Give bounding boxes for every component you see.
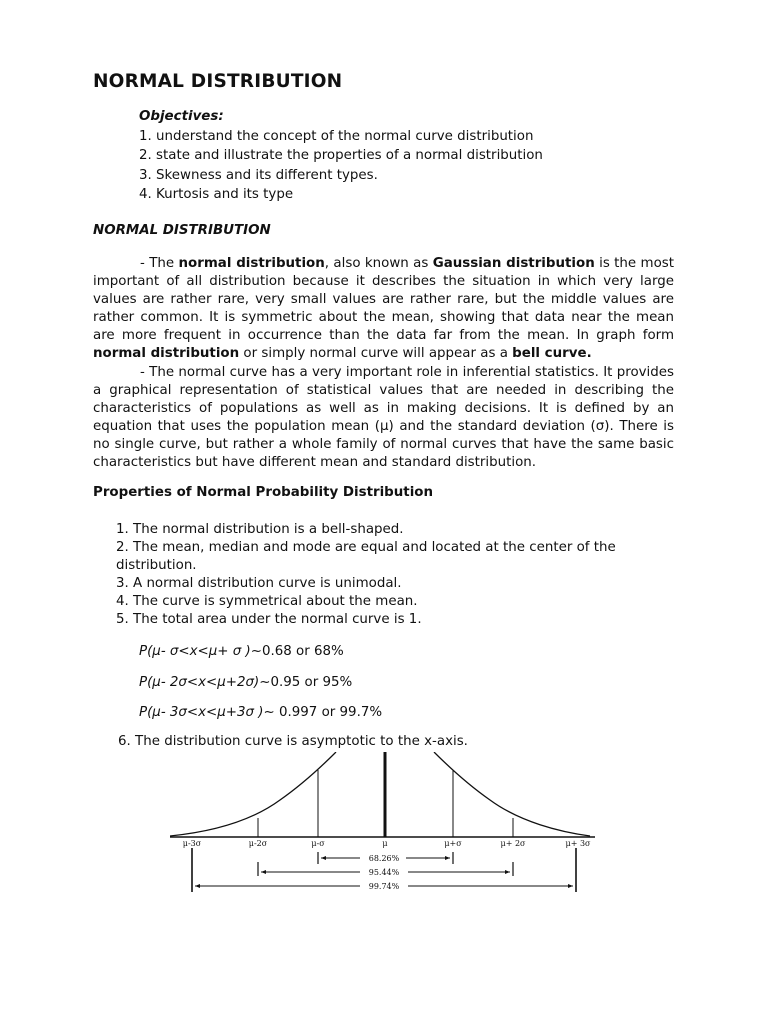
formula-expression: P(μ- σ<x<μ+ σ ) (139, 644, 251, 659)
formula-value: ~0.95 or 95% (259, 675, 353, 690)
property-item: 5. The total area under the normal curve is 1. (116, 612, 422, 628)
axis-label: μ+ 3σ (565, 839, 591, 848)
text-run: , also known as (324, 256, 433, 271)
paragraph-role: - The normal curve has a very important role in inferential statistics. It provides a graphical representation of statistical values that are needed in describing the characteristics of populations as well as in making decisions. It is defined by an equation that uses the population mean (μ) and the standard deviation (σ). There is no single curve, but rather a whole family of normal curves that have the same basic characteristics but have different mean and standard distribution. (93, 364, 674, 471)
text-run: or simply normal curve will appear as a (239, 346, 513, 362)
objective-item: 4. Kurtosis and its type (139, 187, 294, 202)
bell-curve-left (170, 752, 336, 836)
bold-term: bell curve. (512, 346, 592, 362)
formula-value: ~0.68 or 68% (250, 644, 344, 659)
formula-expression: P(μ- 2σ<x<μ+2σ) (139, 675, 260, 690)
objective-item: 2. state and illustrate the properties of a normal distribution (139, 148, 543, 163)
property-item: 4. The curve is symmetrical about the mean. (116, 594, 418, 610)
axis-label: μ-3σ (182, 839, 202, 848)
range-95 (261, 868, 510, 877)
axis-label: μ+ 2σ (500, 839, 526, 848)
text-run: is the most important of all distribution because it describes the situation in which very large values are rather rare, very small values are rather rare, but the middle values are rather common. It is symmetric about the mean, showing that data near the mean are more frequent in occurrence than the data far from the mean. In graph form (93, 256, 675, 344)
properties-heading: Properties of Normal Probability Distribution (93, 485, 434, 500)
bold-term: normal distribution (178, 256, 325, 271)
axis-label: μ (382, 839, 388, 848)
range-label: 99.74% (368, 882, 400, 891)
property-item: 1. The normal distribution is a bell-shaped. (116, 522, 404, 537)
bold-term: normal distribution (93, 346, 240, 362)
formula-value: ~ 0.997 or 99.7% (263, 705, 383, 720)
page-title: NORMAL DISTRIBUTION (93, 71, 343, 92)
objective-item: 1. understand the concept of the normal curve distribution (139, 128, 534, 144)
objectives-block (139, 107, 543, 205)
text-run: - The (140, 256, 179, 271)
range-label: 95.44% (368, 868, 400, 877)
property-item: 3. A normal distribution curve is unimodal. (116, 576, 402, 592)
normal-curve-figure (170, 752, 610, 902)
formula-expression: P(μ- 3σ<x<μ+3σ ) (139, 705, 264, 720)
formula-three-sigma (139, 705, 382, 720)
objective-item: 3. Skewness and its different types. (139, 167, 378, 183)
axis-label: μ-2σ (248, 839, 268, 848)
body-text (93, 255, 674, 472)
bold-term: Gaussian distribution (432, 256, 595, 271)
paragraph-definition (93, 255, 674, 364)
property-item-6: 6. The distribution curve is asymptotic to the x-axis. (118, 734, 468, 749)
section-heading: NORMAL DISTRIBUTION (93, 223, 271, 238)
property-item: 2. The mean, median and mode are equal and located at the center of the distribution. (116, 540, 616, 574)
range-label: 68.26% (368, 854, 400, 863)
axis-label: μ+σ (444, 839, 462, 848)
objectives-heading: Objectives: (139, 109, 224, 124)
range-68 (321, 854, 450, 863)
formula-two-sigma (139, 675, 352, 690)
range-99 (195, 882, 573, 891)
axis-label: μ-σ (311, 839, 325, 848)
formula-one-sigma (139, 644, 344, 659)
bell-curve-right (434, 752, 590, 836)
properties-list (116, 521, 676, 630)
